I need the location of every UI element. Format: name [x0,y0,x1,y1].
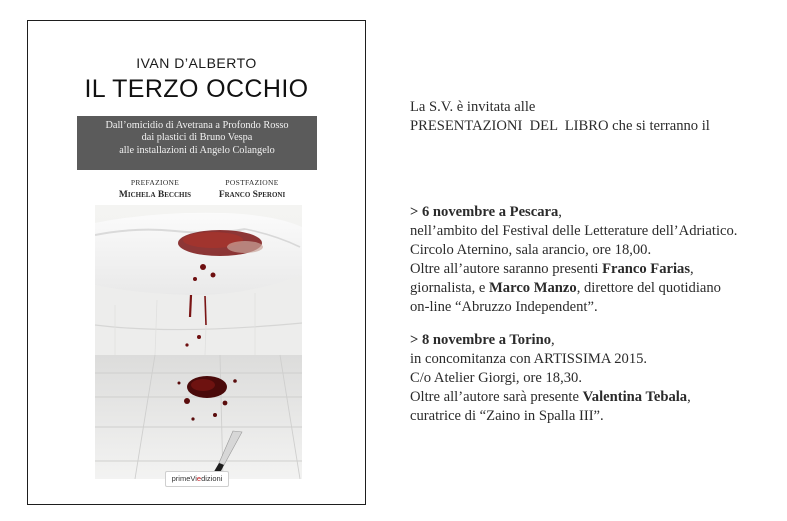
invitation-line: La S.V. è invitata alle [410,99,536,115]
event-pescara [410,203,782,317]
publisher-name-part: dizioni [201,474,223,483]
event-heading: > 8 novembre a Torino [410,332,552,348]
event-text: giornalista, e [410,280,490,296]
event-line [410,260,782,279]
event-line [410,388,782,407]
event-torino [410,331,782,426]
cover-subtitle-line: alle installazioni di Angelo Colangelo [119,144,275,156]
event-text: , direttore del quotidiano [576,280,721,296]
cover-subtitle-line: Dall’omicidio di Avetrana a Profondo Rosso [105,120,289,131]
publisher-name-part: primeVi [171,474,197,483]
event-line: Circolo Aternino, sala arancio, ore 18,00. [410,242,652,258]
cover-author: IVAN D’ALBERTO [136,55,257,71]
event-line: curatrice di “Zaino in Spalla III”. [410,408,604,424]
event-line: C/o Atelier Giorgi, ore 18,30. [410,370,582,386]
cover-subtitle-line: dai plastici di Bruno Vespa [141,132,253,144]
postface-label: POSTFAZIONE [225,178,279,187]
cover-photo [95,205,302,479]
postface-name: Franco Speroni [218,190,286,200]
guest-name: Franco Farias [602,261,691,277]
event-text: , [687,389,691,405]
guest-name: Valentina Tebala [582,389,688,405]
cover-photo-illustration [95,205,302,479]
cover-subtitle-band [77,116,317,170]
invitation-line: PRESENTAZIONI DEL LIBRO che si terranno il [410,118,710,134]
event-text: , [690,261,694,277]
publisher-logo [165,471,229,487]
preface-label: PREFAZIONE [130,178,180,187]
event-text: Oltre all’autore saranno presenti [410,261,603,277]
preface-credit [110,177,200,201]
event-heading-line [410,331,782,350]
event-line [410,279,782,298]
guest-name: Marco Manzo [489,280,577,296]
event-heading-suffix: , [558,204,562,220]
book-cover [27,20,366,505]
event-line: nell’ambito del Festival delle Letterature dell’Adriatico. [410,223,738,239]
event-heading: > 6 novembre a Pescara [410,204,559,220]
event-text: Oltre all’autore sarà presente [410,389,583,405]
event-line: in concomitanza con ARTISSIMA 2015. [410,351,648,367]
invitation-intro [410,98,780,136]
event-heading-line [410,203,782,222]
publisher-name-accent: e [196,474,202,483]
preface-name: Michela Becchis [118,190,192,200]
event-line: on-line “Abruzzo Independent”. [410,299,598,315]
event-heading-suffix: , [551,332,555,348]
postface-credit [202,177,302,201]
cover-title: IL TERZO OCCHIO [84,75,309,103]
